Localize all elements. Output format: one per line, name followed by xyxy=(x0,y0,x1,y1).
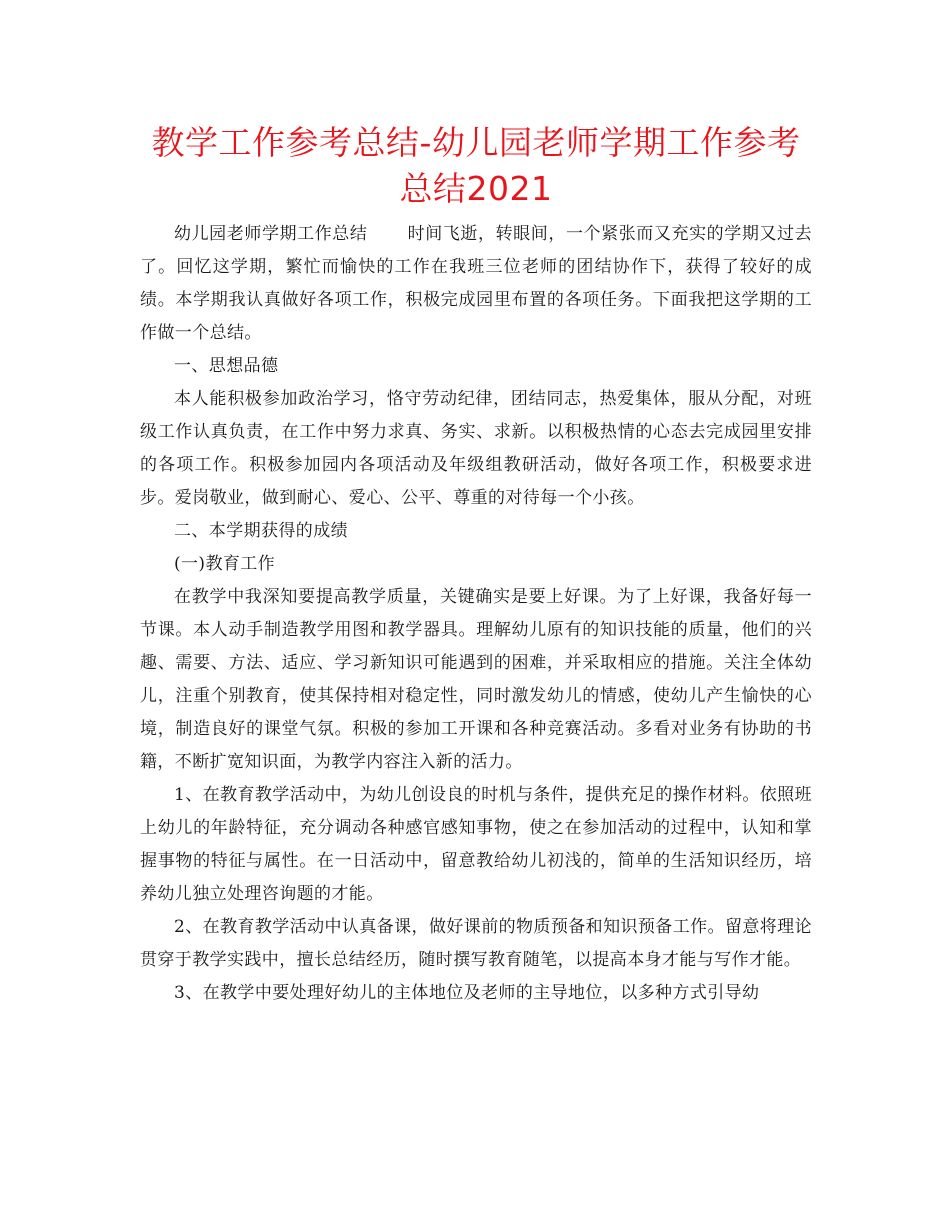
document-body xyxy=(140,218,812,1010)
list-item-2: 2、在教育教学活动中认真备课，做好课前的物质预备和知识预备工作。留意将理论贯穿于教学实践中，擅长总结经历，随时撰写教育随笔，以提高本身才能与写作才能。 xyxy=(140,917,812,970)
paragraph-education: 在教学中我深知要提高教学质量，关键确实是要上好课。为了上好课，我备好每一节课。本人动手制造教学用图和教学器具。理解幼儿原有的知识技能的质量，他们的兴趣、需要、方法、适应、学习新知识可能遇到的困难，并采取相应的措施。关注全体幼儿，注重个别教育，使其保持相对稳定性，同时激发幼儿的情感，使幼儿产生愉快的心境，制造良好的课堂气氛。积极的参加工开课和各种竞赛活动。多看对业务有协助的书籍，不断扩宽知识面，为教学内容注入新的活力。 xyxy=(140,587,812,772)
document-title: 教学工作参考总结-幼儿园老师学期工作参考总结2021 xyxy=(151,123,801,208)
section-heading-ideology: 一、思想品德 xyxy=(174,356,279,376)
list-item-3: 3、在教学中要处理好幼儿的主体地位及老师的主导地位，以多种方式引导幼 xyxy=(174,983,760,1003)
subsection-heading-education: (一)教育工作 xyxy=(174,554,276,574)
list-item-1: 1、在教育教学活动中，为幼儿创设良的时机与条件，提供充足的操作材料。依照班上幼儿的年龄特征，充分调动各种感官感知事物，使之在参加活动的过程中，认知和掌握事物的特征与属性。在一日活动中，留意教给幼儿初浅的，简单的生活知识经历，培养幼儿独立处理咨询题的才能。 xyxy=(140,785,812,904)
section-heading-achievements: 二、本学期获得的成绩 xyxy=(174,521,348,541)
intro-text: 时间飞逝，转眼间，一个紧张而又充实的学期又过去了。回忆这学期，繁忙而愉快的工作在我班三位老师的团结协作下，获得了较好的成绩。本学期我认真做好各项工作，积极完成园里布置的各项任务。下面我把这学期的工作做一个总结。 xyxy=(140,224,812,343)
intro-heading: 幼儿园老师学期工作总结 xyxy=(174,224,368,244)
intro-paragraph xyxy=(140,218,812,350)
document-page xyxy=(140,120,812,1010)
paragraph-ideology: 本人能积极参加政治学习，恪守劳动纪律，团结同志，热爱集体，服从分配，对班级工作认真负责，在工作中努力求真、务实、求新。以积极热情的心态去完成园里安排的各项工作。积极参加园内各项活动及年级组教研活动，做好各项工作，积极要求进步。爱岗敬业，做到耐心、爱心、公平、尊重的对待每一个小孩。 xyxy=(140,389,812,508)
